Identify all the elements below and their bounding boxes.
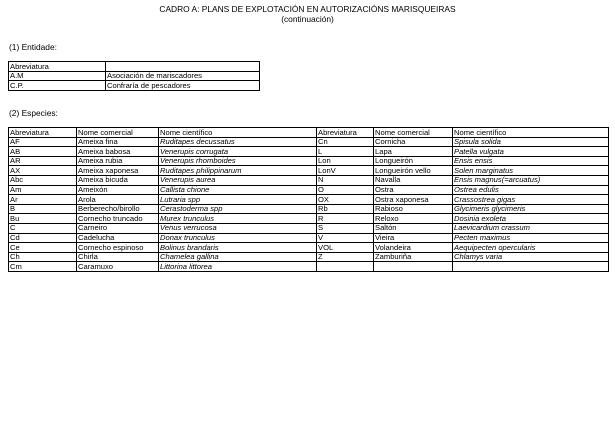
especie-common-cell: Lapa xyxy=(374,147,453,157)
especie-common-cell: Zamburiña xyxy=(374,252,453,262)
especie-common-cell: Longueirón xyxy=(374,156,453,166)
especie-common-cell: Navalla xyxy=(374,175,453,185)
especie-common-cell: Saltón xyxy=(374,223,453,233)
column-header: Nome comercial xyxy=(374,128,453,138)
table-row xyxy=(9,137,609,147)
especie-common-cell: Ameixón xyxy=(77,185,159,195)
column-header: Abreviatura xyxy=(9,128,77,138)
especie-scientific-cell: Dosinia exoleta xyxy=(453,214,609,224)
table-row xyxy=(9,147,609,157)
entidade-name-cell: Asociación de mariscadores xyxy=(106,71,260,81)
especie-scientific-cell: Venus verrucosa xyxy=(159,223,317,233)
especie-common-cell: Vieira xyxy=(374,233,453,243)
especie-scientific-cell: Venerupis aurea xyxy=(159,175,317,185)
especie-common-cell: Ostra xyxy=(374,185,453,195)
table-row xyxy=(9,223,609,233)
especie-scientific-cell: Chlamys varia xyxy=(453,252,609,262)
especie-scientific-cell: Pecten maximus xyxy=(453,233,609,243)
especie-scientific-cell: Lutraria spp xyxy=(159,195,317,205)
especie-abbr-cell: V xyxy=(317,233,374,243)
especie-abbr-cell: C xyxy=(9,223,77,233)
especie-abbr-cell: O xyxy=(317,185,374,195)
table-row xyxy=(9,166,609,176)
especie-common-cell: Rabioso xyxy=(374,204,453,214)
especie-scientific-cell: Bolinus brandaris xyxy=(159,243,317,253)
especie-common-cell: Ameixa fina xyxy=(77,137,159,147)
table-row xyxy=(9,175,609,185)
especie-scientific-cell: Ostrea edulis xyxy=(453,185,609,195)
table-row xyxy=(9,62,260,72)
entidade-heading: (1) Entidade: xyxy=(9,42,57,52)
especie-scientific-cell: Spisula solida xyxy=(453,137,609,147)
especie-common-cell: Cornecho espinoso xyxy=(77,243,159,253)
especie-common-cell: Volandeira xyxy=(374,243,453,253)
especie-common-cell: Arola xyxy=(77,195,159,205)
table-header-row xyxy=(9,128,609,138)
especie-abbr-cell: Z xyxy=(317,252,374,262)
table-row xyxy=(9,214,609,224)
especie-abbr-cell: Ce xyxy=(9,243,77,253)
especie-common-cell: Carneiro xyxy=(77,223,159,233)
table-row xyxy=(9,156,609,166)
table-row xyxy=(9,243,609,253)
especie-scientific-cell: Glycimeris glycimeris xyxy=(453,204,609,214)
especie-common-cell: Longueirón vello xyxy=(374,166,453,176)
entidade-header-empty xyxy=(106,62,260,72)
column-header: Nome científico xyxy=(159,128,317,138)
especie-abbr-cell: Rb xyxy=(317,204,374,214)
especie-abbr-cell: Bu xyxy=(9,214,77,224)
especie-scientific-cell: Solen marginatus xyxy=(453,166,609,176)
especie-scientific-cell: Ruditapes philippinarum xyxy=(159,166,317,176)
especie-abbr-cell: Abc xyxy=(9,175,77,185)
entidade-name-cell: Confraría de pescadores xyxy=(106,81,260,91)
especie-abbr-cell: AB xyxy=(9,147,77,157)
document-title: CADRO A: PLANS DE EXPLOTACIÓN EN AUTORIZACIÓNS MARISQUEIRAS xyxy=(159,4,456,14)
especie-common-cell: Reloxo xyxy=(374,214,453,224)
especie-abbr-cell: N xyxy=(317,175,374,185)
especie-abbr-cell: B xyxy=(9,204,77,214)
entidade-table xyxy=(8,61,260,91)
table-row xyxy=(9,195,609,205)
especie-abbr-cell: Cm xyxy=(9,262,77,272)
especie-scientific-cell: Chamelea gallina xyxy=(159,252,317,262)
especie-abbr-cell: Ch xyxy=(9,252,77,262)
especies-heading: (2) Especies: xyxy=(9,108,58,118)
especie-abbr-cell: AX xyxy=(9,166,77,176)
especie-scientific-cell: Callista chione xyxy=(159,185,317,195)
especie-scientific-cell: Ruditapes decussatus xyxy=(159,137,317,147)
especie-abbr-cell xyxy=(317,262,374,272)
especie-abbr-cell: VOL xyxy=(317,243,374,253)
especie-common-cell: Ameixa bicuda xyxy=(77,175,159,185)
especie-abbr-cell: AF xyxy=(9,137,77,147)
table-row xyxy=(9,252,609,262)
column-header: Abreviatura xyxy=(317,128,374,138)
especie-abbr-cell: R xyxy=(317,214,374,224)
especie-abbr-cell: OX xyxy=(317,195,374,205)
especie-abbr-cell: L xyxy=(317,147,374,157)
table-row xyxy=(9,185,609,195)
especie-abbr-cell: Ar xyxy=(9,195,77,205)
especie-common-cell: Ameixa babosa xyxy=(77,147,159,157)
especie-abbr-cell: S xyxy=(317,223,374,233)
entidade-abbr-cell: C.P. xyxy=(9,81,106,91)
especie-common-cell: Cornicha xyxy=(374,137,453,147)
especie-scientific-cell: Patella vulgata xyxy=(453,147,609,157)
especie-abbr-cell: AR xyxy=(9,156,77,166)
entidade-header-abbr: Abreviatura xyxy=(9,62,106,72)
column-header: Nome comercial xyxy=(77,128,159,138)
especie-common-cell: Caramuxo xyxy=(77,262,159,272)
especie-common-cell: Ameixa rubia xyxy=(77,156,159,166)
especie-scientific-cell: Ensis magnus(=arcuatus) xyxy=(453,175,609,185)
table-row xyxy=(9,262,609,272)
especie-scientific-cell: Donax trunculus xyxy=(159,233,317,243)
especie-scientific-cell: Venerupis corrugata xyxy=(159,147,317,157)
especie-abbr-cell: LonV xyxy=(317,166,374,176)
especie-scientific-cell: Laevicardium crassum xyxy=(453,223,609,233)
entidade-abbr-cell: A.M xyxy=(9,71,106,81)
especie-abbr-cell: Cd xyxy=(9,233,77,243)
column-header: Nome científico xyxy=(453,128,609,138)
especie-common-cell: Cornecho truncado xyxy=(77,214,159,224)
especie-common-cell: Ostra xaponesa xyxy=(374,195,453,205)
especie-scientific-cell: Cerastoderma spp xyxy=(159,204,317,214)
especies-table xyxy=(8,127,609,272)
especie-scientific-cell: Venerupis rhomboides xyxy=(159,156,317,166)
especie-scientific-cell: Ensis ensis xyxy=(453,156,609,166)
especie-common-cell: Berberecho/birollo xyxy=(77,204,159,214)
especie-abbr-cell: Lon xyxy=(317,156,374,166)
table-row xyxy=(9,204,609,214)
especie-common-cell: Ameixa xaponesa xyxy=(77,166,159,176)
document-subtitle: (continuación) xyxy=(281,14,334,24)
especie-common-cell: Cadelucha xyxy=(77,233,159,243)
especie-abbr-cell: Cn xyxy=(317,137,374,147)
table-row xyxy=(9,233,609,243)
especie-common-cell: Chirla xyxy=(77,252,159,262)
especie-scientific-cell: Crassostrea gigas xyxy=(453,195,609,205)
especie-scientific-cell: Murex trunculus xyxy=(159,214,317,224)
especie-abbr-cell: Am xyxy=(9,185,77,195)
especie-common-cell xyxy=(374,262,453,272)
especie-scientific-cell xyxy=(453,262,609,272)
table-row xyxy=(9,71,260,81)
especie-scientific-cell: Aequipecten opercularis xyxy=(453,243,609,253)
especie-scientific-cell: Littorina littorea xyxy=(159,262,317,272)
table-row xyxy=(9,81,260,91)
